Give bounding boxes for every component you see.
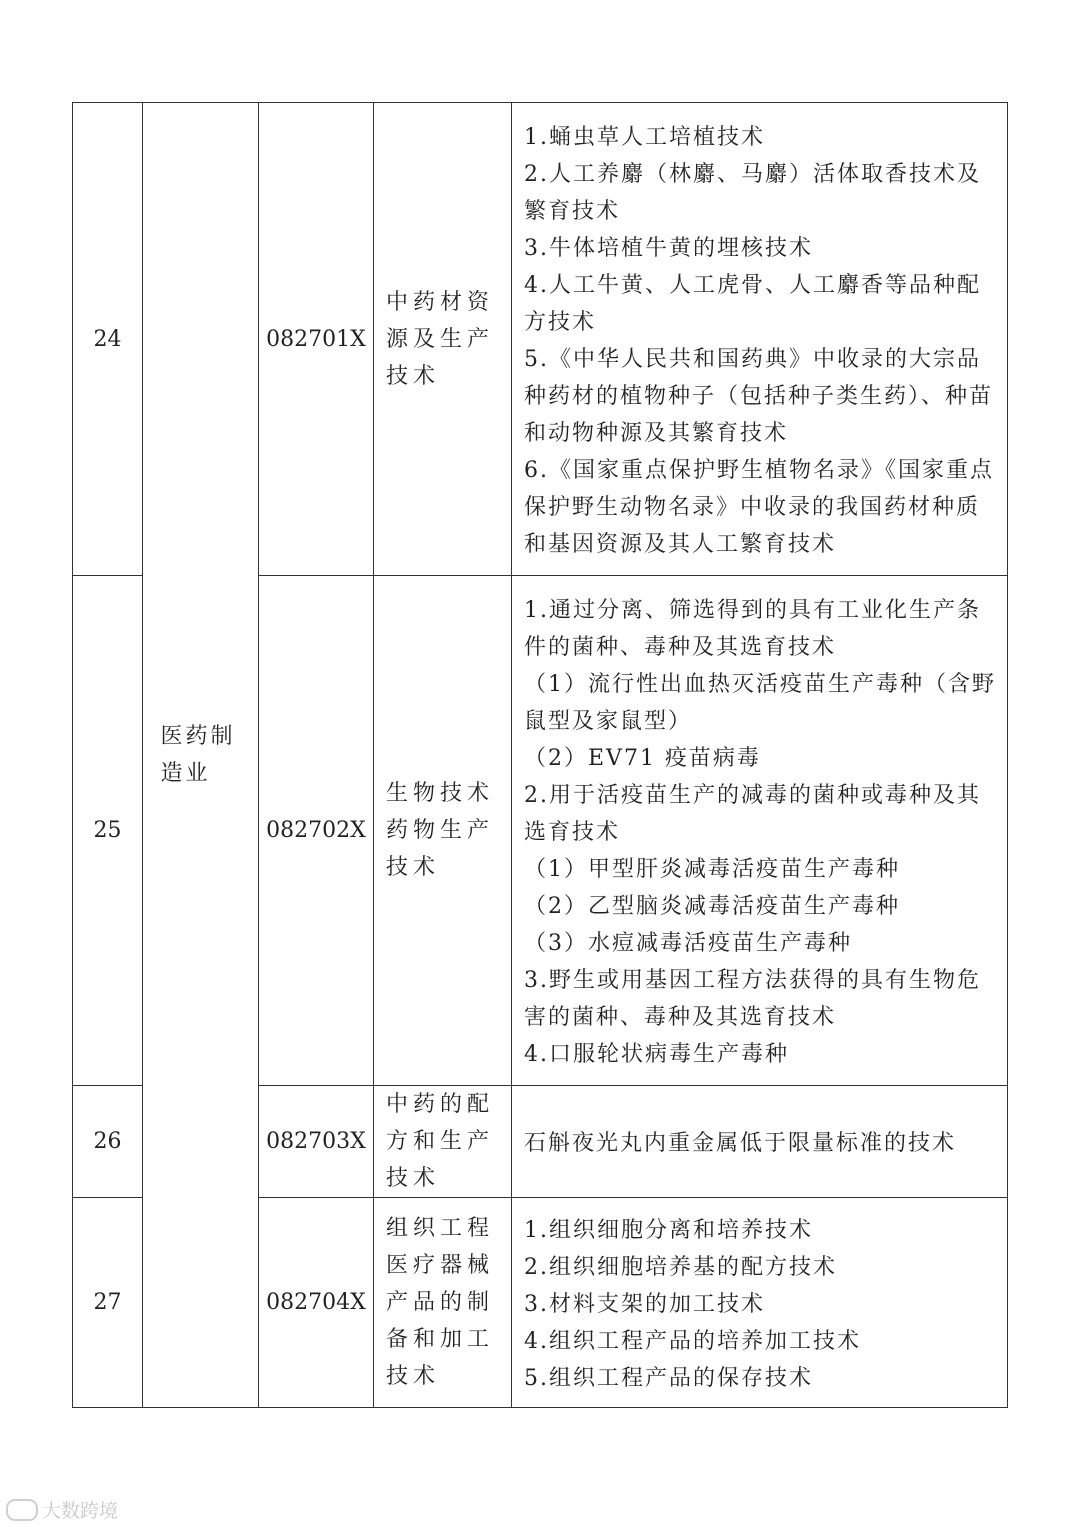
tech-name: 中药的配方和生产技术 (374, 1086, 512, 1198)
list-item: 2.人工养麝（林麝、马麝）活体取香技术及繁育技术 (524, 162, 981, 224)
tech-items (512, 103, 1008, 576)
tech-name: 中药材资源及生产技术 (374, 103, 512, 576)
tech-items (512, 1198, 1008, 1408)
list-item: （3）水痘减毒活疫苗生产毒种 (524, 931, 852, 956)
tech-items (512, 576, 1008, 1086)
tech-name: 组织工程医疗器械产品的制备和加工技术 (374, 1198, 512, 1408)
technology-catalog-table (72, 102, 1008, 1408)
tech-items (512, 1086, 1008, 1198)
list-item: 5.《中华人民共和国药典》中收录的大宗品种药材的植物种子（包括种子类生药）、种苗和动物种源及其繁育技术 (524, 347, 994, 446)
watermark-text: 大数跨境 (42, 1500, 119, 1522)
table-row (73, 103, 1008, 576)
list-item: 3.野生或用基因工程方法获得的具有生物危害的菌种、毒种及其选育技术 (524, 968, 981, 1030)
list-item: 2.组织细胞培养基的配方技术 (524, 1255, 837, 1280)
list-item: 3.材料支架的加工技术 (524, 1292, 765, 1317)
row-number: 25 (73, 576, 143, 1086)
watermark (6, 1496, 118, 1523)
list-item: 5.组织工程产品的保存技术 (524, 1366, 813, 1391)
list-item: 4.人工牛黄、人工虎骨、人工麝香等品种配方技术 (524, 273, 981, 335)
row-number: 27 (73, 1198, 143, 1408)
row-number: 24 (73, 103, 143, 576)
list-item: 石斛夜光丸内重金属低于限量标准的技术 (524, 1131, 957, 1156)
tech-code: 082702X (259, 576, 374, 1086)
row-number: 26 (73, 1086, 143, 1198)
list-item: 2.用于活疫苗生产的减毒的菌种或毒种及其选育技术 (524, 783, 981, 845)
list-item: （2）EV71 疫苗病毒 (524, 746, 761, 771)
industry-cell (143, 103, 259, 1408)
industry-label: 医药制造业 (160, 724, 236, 786)
list-item: 1.组织细胞分离和培养技术 (524, 1218, 813, 1243)
list-item: （2）乙型脑炎减毒活疫苗生产毒种 (524, 894, 900, 919)
tech-code: 082703X (259, 1086, 374, 1198)
tech-name: 生物技术药物生产技术 (374, 576, 512, 1086)
tech-code: 082701X (259, 103, 374, 576)
tech-code: 082704X (259, 1198, 374, 1408)
list-item: （1）甲型肝炎减毒活疫苗生产毒种 (524, 857, 900, 882)
list-item: （1）流行性出血热灭活疫苗生产毒种（含野鼠型及家鼠型） (524, 672, 996, 734)
list-item: 4.口服轮状病毒生产毒种 (524, 1042, 789, 1067)
watermark-logo-icon (6, 1499, 38, 1521)
list-item: 1.通过分离、筛选得到的具有工业化生产条件的菌种、毒种及其选育技术 (524, 598, 981, 660)
list-item: 1.蛹虫草人工培植技术 (524, 125, 765, 150)
list-item: 3.牛体培植牛黄的埋核技术 (524, 236, 813, 261)
list-item: 6.《国家重点保护野生植物名录》《国家重点保护野生动物名录》中收录的我国药材种质和基因资源及其人工繁育技术 (524, 458, 994, 557)
list-item: 4.组织工程产品的培养加工技术 (524, 1329, 861, 1354)
